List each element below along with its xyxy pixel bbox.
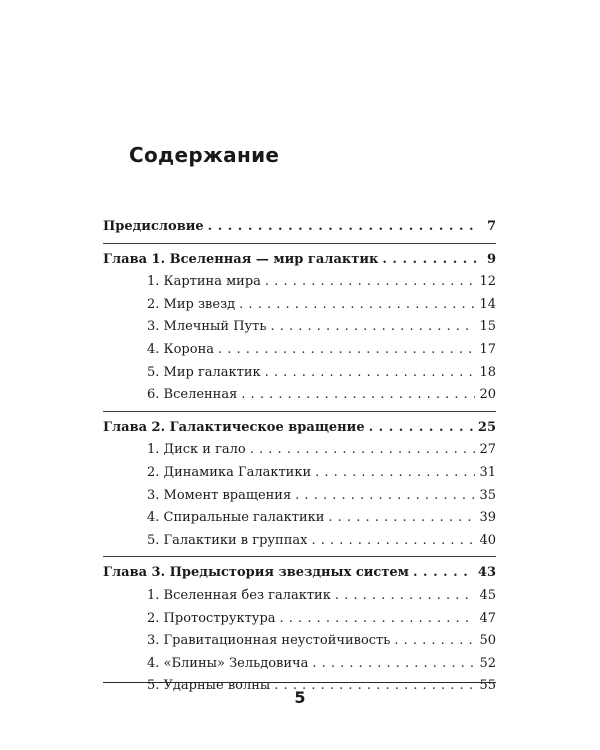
toc-entry-section[interactable] xyxy=(103,362,496,385)
toc-entry-label: 2. Мир звезд xyxy=(147,296,236,312)
dot-leader xyxy=(312,653,475,676)
toc-entry-label: 5. Ударные волны xyxy=(147,678,271,694)
dot-leader xyxy=(394,630,475,653)
toc-entry-section[interactable] xyxy=(103,507,496,530)
dot-leader xyxy=(280,608,476,631)
toc-page-number: 47 xyxy=(479,610,496,626)
dot-leader xyxy=(315,462,475,485)
toc-page-number: 25 xyxy=(477,419,496,435)
dot-leader xyxy=(335,585,476,608)
toc-entry-label: Глава 1. Вселенная — мир галактик xyxy=(103,251,379,267)
toc-entry-section[interactable] xyxy=(103,294,496,317)
divider xyxy=(103,411,496,412)
page-title: Содержание xyxy=(129,143,280,167)
dot-leader xyxy=(413,562,474,585)
toc-page-number: 35 xyxy=(479,487,496,503)
toc-entry-section[interactable] xyxy=(103,630,496,653)
toc-entry-chapter-2[interactable] xyxy=(103,417,496,440)
toc-entry-label: 1. Картина мира xyxy=(147,274,261,290)
toc-page-number: 31 xyxy=(479,464,496,480)
toc-entry-section[interactable] xyxy=(103,653,496,676)
toc-entry-label: 2. Протоструктура xyxy=(147,610,276,626)
toc-page-number: 27 xyxy=(479,442,496,458)
toc-entry-chapter-1[interactable] xyxy=(103,249,496,272)
toc-page-number: 40 xyxy=(479,532,496,548)
toc-entry-label: 1. Диск и гало xyxy=(147,442,246,458)
toc-page-number: 15 xyxy=(479,319,496,335)
toc-entry-label: 5. Галактики в группах xyxy=(147,532,308,548)
table-of-contents xyxy=(103,216,496,698)
dot-leader xyxy=(208,216,476,239)
page-number: 5 xyxy=(294,688,306,707)
toc-entry-section[interactable] xyxy=(103,339,496,362)
toc-page-number: 9 xyxy=(486,251,496,267)
toc-entry-label: 6. Вселенная xyxy=(147,387,238,403)
toc-page-number: 12 xyxy=(479,274,496,290)
toc-page-number: 20 xyxy=(479,387,496,403)
toc-entry-section[interactable] xyxy=(103,271,496,294)
toc-page-number: 17 xyxy=(479,341,496,357)
toc-page-number: 43 xyxy=(477,565,496,581)
dot-leader xyxy=(218,339,475,362)
toc-entry-label: 3. Момент вращения xyxy=(147,487,292,503)
toc-entry-label: 4. Спиральные галактики xyxy=(147,510,325,526)
toc-entry-label: Глава 2. Галактическое вращение xyxy=(103,419,365,435)
toc-entry-section[interactable] xyxy=(103,384,496,407)
toc-entry-label: Предисловие xyxy=(103,219,204,234)
toc-page-number: 7 xyxy=(486,219,496,234)
toc-entry-section[interactable] xyxy=(103,439,496,462)
toc-page-number: 52 xyxy=(479,655,496,671)
toc-entry-label: 4. Корона xyxy=(147,341,214,357)
dot-leader xyxy=(270,316,475,339)
toc-entry-preface[interactable] xyxy=(103,216,496,239)
divider xyxy=(103,556,496,557)
toc-page-number: 14 xyxy=(479,296,496,312)
dot-leader xyxy=(311,530,475,553)
toc-entry-label: 4. «Блины» Зельдовича xyxy=(147,655,309,671)
dot-leader xyxy=(382,249,476,272)
toc-page-number: 50 xyxy=(479,633,496,649)
toc-page-number: 55 xyxy=(479,678,496,694)
toc-entry-label: 3. Млечный Путь xyxy=(147,319,267,335)
toc-entry-section[interactable] xyxy=(103,608,496,631)
dot-leader xyxy=(369,417,474,440)
toc-entry-chapter-3[interactable] xyxy=(103,562,496,585)
toc-entry-label: Глава 3. Предыстория звездных систем xyxy=(103,565,409,581)
toc-page-number: 45 xyxy=(479,587,496,603)
divider xyxy=(103,243,496,244)
toc-entry-label: 3. Гравитационная неустойчивость xyxy=(147,633,391,649)
toc-entry-label: 2. Динамика Галактики xyxy=(147,464,312,480)
dot-leader xyxy=(265,271,476,294)
toc-entry-label: 5. Мир галактик xyxy=(147,364,261,380)
toc-entry-section[interactable] xyxy=(103,530,496,553)
toc-page-number: 39 xyxy=(479,510,496,526)
dot-leader xyxy=(250,439,476,462)
toc-entry-label: 1. Вселенная без галактик xyxy=(147,587,331,603)
toc-entry-section[interactable] xyxy=(103,316,496,339)
dot-leader xyxy=(328,507,475,530)
toc-entry-section[interactable] xyxy=(103,462,496,485)
toc-entry-section[interactable] xyxy=(103,485,496,508)
toc-entry-section[interactable] xyxy=(103,585,496,608)
dot-leader xyxy=(241,384,475,407)
dot-leader xyxy=(295,485,475,508)
footer-divider xyxy=(103,682,496,683)
dot-leader xyxy=(265,362,476,385)
dot-leader xyxy=(239,294,475,317)
toc-page-number: 18 xyxy=(479,364,496,380)
